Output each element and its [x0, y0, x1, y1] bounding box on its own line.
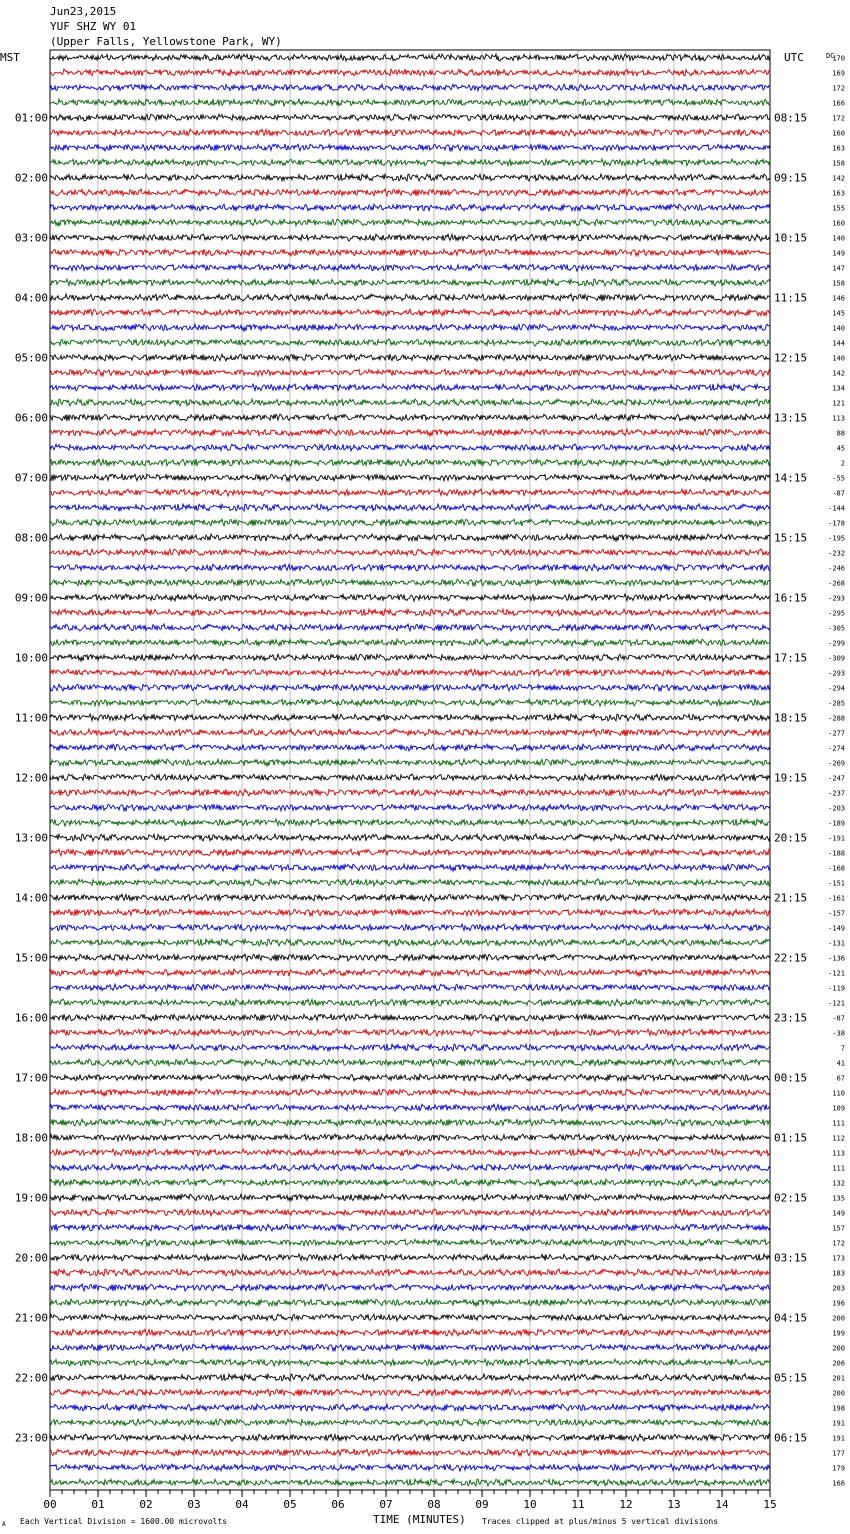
dc-offset-label: 177 [832, 1449, 845, 1458]
dc-offset-label: -288 [828, 714, 845, 723]
dc-offset-label: 109 [832, 1104, 845, 1113]
utc-hour-label: 19:15 [774, 771, 808, 785]
dc-offset-label: 147 [832, 264, 845, 273]
dc-offset-label: 166 [832, 1479, 845, 1488]
trace-line [50, 1419, 770, 1426]
dc-offset-label: -274 [828, 744, 845, 753]
mst-hour-label: 20:00 [14, 1251, 48, 1265]
mst-label: MST [0, 51, 20, 64]
mst-hour-label: 15:00 [14, 951, 48, 965]
dc-offset-label: -195 [828, 534, 845, 543]
x-tick-label: 12 [619, 1498, 633, 1511]
dc-offset-label: -151 [828, 879, 845, 888]
trace-line [50, 1299, 770, 1306]
dc-offset-label: 7 [840, 1044, 845, 1053]
dc-offset-label: 112 [832, 1134, 845, 1143]
dc-offset-label: -131 [828, 939, 845, 948]
trace-line [50, 1239, 770, 1246]
trace-line [50, 1464, 770, 1471]
dc-offset-label: -87 [832, 489, 845, 498]
trace-line [50, 639, 770, 646]
utc-hour-label: 12:15 [774, 351, 808, 365]
dc-offset-label: -246 [828, 564, 845, 573]
trace-line [50, 1449, 770, 1456]
trace-line [50, 954, 770, 961]
trace-line [50, 294, 770, 301]
trace-line [50, 1134, 770, 1141]
mst-hour-label: 17:00 [14, 1071, 48, 1085]
dc-offset-label: 149 [832, 249, 845, 258]
trace-line [50, 699, 770, 706]
utc-hour-label: 04:15 [774, 1311, 808, 1325]
trace-line [50, 369, 770, 376]
mst-hour-label: 05:00 [14, 351, 48, 365]
trace-line [50, 1224, 770, 1231]
dc-offset-label: 191 [832, 1419, 845, 1428]
trace-line [50, 564, 770, 571]
trace-line [50, 54, 770, 61]
x-tick-label: 14 [715, 1498, 729, 1511]
mst-hour-label: 10:00 [14, 651, 48, 665]
dc-offset-label: -294 [828, 684, 845, 693]
mst-hour-label: 12:00 [14, 771, 48, 785]
dc-offset-label: 132 [832, 1179, 845, 1188]
dc-offset-label: -277 [828, 729, 845, 738]
trace-line [50, 339, 770, 346]
dc-offset-label: -55 [832, 474, 845, 483]
dc-offset-label: -149 [828, 924, 845, 933]
utc-hour-label: 08:15 [774, 111, 808, 125]
trace-line [50, 414, 770, 421]
trace-line [50, 984, 770, 991]
corner-mark: A [2, 1521, 6, 1528]
trace-line [50, 1179, 770, 1186]
dc-offset-label: 163 [832, 144, 845, 153]
utc-hour-label: 15:15 [774, 531, 808, 545]
x-tick-label: 13 [667, 1498, 681, 1511]
dc-offset-label: 113 [832, 414, 845, 423]
x-tick-label: 11 [571, 1498, 585, 1511]
dc-offset-label: -136 [828, 954, 845, 963]
x-tick-label: 09 [475, 1498, 489, 1511]
dc-offset-label: 88 [836, 429, 845, 438]
trace-line [50, 264, 770, 271]
dc-offset-label: 45 [836, 444, 845, 453]
x-tick-label: 15 [763, 1498, 777, 1511]
trace-line [50, 1359, 770, 1366]
trace-line [50, 489, 770, 496]
x-tick-label: 07 [379, 1498, 393, 1511]
dc-offset-label: 140 [832, 354, 845, 363]
trace-line [50, 1344, 770, 1351]
trace-line [50, 279, 770, 286]
dc-offset-label: -309 [828, 654, 845, 663]
trace-line [50, 669, 770, 676]
trace-line [50, 309, 770, 316]
clip-note: Traces clipped at plus/minus 5 vertical divisions [482, 1517, 719, 1526]
x-tick-label: 05 [283, 1498, 297, 1511]
trace-line [50, 594, 770, 601]
dc-offset-label: 200 [832, 1344, 845, 1353]
trace-line [50, 129, 770, 136]
dc-offset-label: 172 [832, 84, 845, 93]
x-tick-label: 04 [235, 1498, 249, 1511]
trace-line [50, 144, 770, 151]
trace-line [50, 1329, 770, 1336]
dc-offset-label: -161 [828, 894, 845, 903]
utc-hour-label: 21:15 [774, 891, 808, 905]
utc-hour-label: 16:15 [774, 591, 808, 605]
dc-offset-label: -121 [828, 999, 845, 1008]
trace-line [50, 1389, 770, 1396]
x-tick-label: 08 [427, 1498, 441, 1511]
utc-label: UTC [784, 51, 804, 64]
trace-line [50, 174, 770, 181]
dc-offset-label: -119 [828, 984, 845, 993]
plot-date: Jun23,2015 [50, 5, 117, 18]
mst-hour-label: 14:00 [14, 891, 48, 905]
trace-line [50, 1269, 770, 1276]
trace-line [50, 714, 770, 721]
trace-line [50, 834, 770, 841]
dc-offset-label: 121 [832, 399, 845, 408]
mst-hour-label: 08:00 [14, 531, 48, 545]
utc-hour-label: 18:15 [774, 711, 808, 725]
dc-offset-label: -38 [832, 1029, 845, 1038]
mst-hour-label: 03:00 [14, 231, 48, 245]
trace-line [50, 1119, 770, 1126]
trace-line [50, 429, 770, 436]
dc-offset-label: 206 [832, 1359, 845, 1368]
trace-line [50, 99, 770, 106]
dc-offset-label: 135 [832, 1194, 845, 1203]
dc-offset-label: -157 [828, 909, 845, 918]
trace-line [50, 519, 770, 526]
trace-line [50, 1074, 770, 1081]
dc-offset-label: 172 [832, 114, 845, 123]
mst-hour-label: 13:00 [14, 831, 48, 845]
trace-line [50, 474, 770, 481]
trace-line [50, 789, 770, 796]
dc-offset-label: -237 [828, 789, 845, 798]
utc-hour-label: 11:15 [774, 291, 808, 305]
trace-line [50, 924, 770, 931]
x-tick-label: 01 [91, 1498, 105, 1511]
trace-line [50, 204, 770, 211]
trace-line [50, 939, 770, 946]
dc-offset-label: 183 [832, 1269, 845, 1278]
trace-line [50, 1374, 770, 1381]
dc-offset-label: -295 [828, 609, 845, 618]
mst-hour-label: 04:00 [14, 291, 48, 305]
dc-offset-label: -299 [828, 639, 845, 648]
mst-hour-label: 22:00 [14, 1371, 48, 1385]
dc-offset-label: -144 [828, 504, 845, 513]
dc-offset-label: -268 [828, 579, 845, 588]
utc-hour-label: 09:15 [774, 171, 808, 185]
trace-line [50, 849, 770, 856]
dc-offset-label: 140 [832, 324, 845, 333]
utc-hour-label: 13:15 [774, 411, 808, 425]
trace-line [50, 1044, 770, 1051]
station-code: YUF SHZ WY 01 [50, 20, 137, 33]
trace-line [50, 1089, 770, 1096]
trace-line [50, 1014, 770, 1021]
dc-offset-label: 110 [832, 1089, 845, 1098]
dc-label: DC [826, 52, 835, 60]
dc-offset-label: 170 [832, 54, 845, 63]
x-tick-label: 00 [43, 1498, 57, 1511]
dc-offset-label: 201 [832, 1374, 845, 1383]
dc-offset-label: 157 [832, 1224, 845, 1233]
dc-offset-label: 149 [832, 1209, 845, 1218]
trace-line [50, 909, 770, 916]
utc-hour-label: 22:15 [774, 951, 808, 965]
trace-line [50, 1059, 770, 1066]
utc-hour-label: 23:15 [774, 1011, 808, 1025]
mst-hour-label: 21:00 [14, 1311, 48, 1325]
trace-line [50, 114, 770, 121]
trace-line [50, 879, 770, 886]
dc-offset-label: 140 [832, 234, 845, 243]
trace-line [50, 1209, 770, 1216]
trace-line [50, 624, 770, 631]
dc-offset-label: 158 [832, 279, 845, 288]
utc-hour-label: 05:15 [774, 1371, 808, 1385]
scale-note: Each Vertical Division = 1600.00 microvolts [20, 1517, 228, 1526]
dc-offset-label: 163 [832, 189, 845, 198]
dc-offset-label: 203 [832, 1284, 845, 1293]
trace-line [50, 609, 770, 616]
trace-line [50, 1314, 770, 1321]
trace-line [50, 1254, 770, 1261]
trace-line [50, 549, 770, 556]
x-tick-label: 02 [139, 1498, 153, 1511]
mst-hour-label: 07:00 [14, 471, 48, 485]
trace-line [50, 159, 770, 166]
x-tick-label: 03 [187, 1498, 201, 1511]
utc-hour-label: 17:15 [774, 651, 808, 665]
trace-line [50, 459, 770, 466]
trace-line [50, 684, 770, 691]
dc-offset-label: 196 [832, 1299, 845, 1308]
trace-line [50, 249, 770, 256]
trace-line [50, 69, 770, 76]
x-tick-label: 10 [523, 1498, 537, 1511]
utc-hour-label: 00:15 [774, 1071, 808, 1085]
trace-line [50, 84, 770, 91]
mst-hour-label: 18:00 [14, 1131, 48, 1145]
dc-offset-label: -189 [828, 819, 845, 828]
dc-offset-label: 144 [832, 339, 845, 348]
trace-line [50, 534, 770, 541]
utc-hour-label: 01:15 [774, 1131, 808, 1145]
utc-hour-label: 20:15 [774, 831, 808, 845]
trace-line [50, 999, 770, 1006]
dc-offset-label: 173 [832, 1254, 845, 1263]
dc-offset-label: 169 [832, 69, 845, 78]
dc-offset-label: 142 [832, 174, 845, 183]
utc-hour-label: 02:15 [774, 1191, 808, 1205]
trace-line [50, 759, 770, 766]
dc-offset-label: 172 [832, 1239, 845, 1248]
dc-offset-label: -178 [828, 519, 845, 528]
dc-offset-label: 200 [832, 1314, 845, 1323]
trace-line [50, 579, 770, 586]
trace-line [50, 399, 770, 406]
x-axis-title: TIME (MINUTES) [373, 1513, 466, 1526]
trace-line [50, 654, 770, 661]
trace-line [50, 1434, 770, 1441]
mst-hour-label: 23:00 [14, 1431, 48, 1445]
trace-line [50, 819, 770, 826]
dc-offset-label: 41 [836, 1059, 845, 1068]
trace-line [50, 969, 770, 976]
trace-line [50, 354, 770, 361]
dc-offset-label: 111 [832, 1164, 845, 1173]
trace-line [50, 1164, 770, 1171]
trace-line [50, 1404, 770, 1411]
mst-hour-label: 06:00 [14, 411, 48, 425]
trace-line [50, 729, 770, 736]
trace-line [50, 1284, 770, 1291]
dc-offset-label: 2 [840, 459, 845, 468]
station-location: (Upper Falls, Yellowstone Park, WY) [50, 35, 282, 48]
dc-offset-label: 142 [832, 369, 845, 378]
time-axis-ticks [43, 1490, 776, 1511]
utc-hour-label: 03:15 [774, 1251, 808, 1265]
dc-offset-label: 155 [832, 204, 845, 213]
mst-hour-label: 09:00 [14, 591, 48, 605]
dc-offset-label: -293 [828, 594, 845, 603]
utc-hour-label: 06:15 [774, 1431, 808, 1445]
dc-offset-label: -188 [828, 849, 845, 858]
trace-line [50, 234, 770, 241]
dc-offset-label: 191 [832, 1434, 845, 1443]
dc-offset-label: -305 [828, 624, 845, 633]
dc-offset-label: -191 [828, 834, 845, 843]
trace-line [50, 1029, 770, 1036]
trace-line [50, 1149, 770, 1156]
dc-offset-label: -285 [828, 699, 845, 708]
dc-offset-label: -232 [828, 549, 845, 558]
dc-offset-label: -121 [828, 969, 845, 978]
mst-hour-label: 16:00 [14, 1011, 48, 1025]
utc-hour-label: 14:15 [774, 471, 808, 485]
dc-offset-label: 111 [832, 1119, 845, 1128]
mst-hour-label: 01:00 [14, 111, 48, 125]
dc-offset-label: -269 [828, 759, 845, 768]
trace-line [50, 864, 770, 871]
trace-line [50, 774, 770, 781]
trace-line [50, 744, 770, 751]
dc-offset-label: 199 [832, 1329, 845, 1338]
dc-offset-label: 67 [836, 1074, 845, 1083]
trace-line [50, 444, 770, 451]
dc-offset-label: 134 [832, 384, 845, 393]
dc-offset-label: 179 [832, 1464, 845, 1473]
mst-hour-label: 19:00 [14, 1191, 48, 1205]
dc-offset-label: 145 [832, 309, 845, 318]
dc-offset-label: 158 [832, 159, 845, 168]
trace-line [50, 1194, 770, 1201]
x-tick-label: 06 [331, 1498, 345, 1511]
dc-offset-label: 160 [832, 129, 845, 138]
trace-line [50, 324, 770, 331]
utc-hour-label: 10:15 [774, 231, 808, 245]
dc-offset-label: -293 [828, 669, 845, 678]
mst-hour-label: 11:00 [14, 711, 48, 725]
dc-offset-label: -203 [828, 804, 845, 813]
dc-offset-label: 160 [832, 219, 845, 228]
mst-hour-label: 02:00 [14, 171, 48, 185]
trace-line [50, 894, 770, 901]
dc-offset-label: 198 [832, 1404, 845, 1413]
dc-offset-label: 200 [832, 1389, 845, 1398]
trace-line [50, 219, 770, 226]
trace-line [50, 1104, 770, 1111]
dc-offset-label: -247 [828, 774, 845, 783]
trace-line [50, 804, 770, 811]
dc-offset-label: -168 [828, 864, 845, 873]
dc-offset-label: 113 [832, 1149, 845, 1158]
dc-offset-label: 166 [832, 99, 845, 108]
dc-offset-label: 146 [832, 294, 845, 303]
trace-line [50, 384, 770, 391]
trace-line [50, 1479, 770, 1486]
trace-line [50, 504, 770, 511]
trace-line [50, 189, 770, 196]
dc-offset-label: -87 [832, 1014, 845, 1023]
trace-group [50, 54, 770, 1486]
